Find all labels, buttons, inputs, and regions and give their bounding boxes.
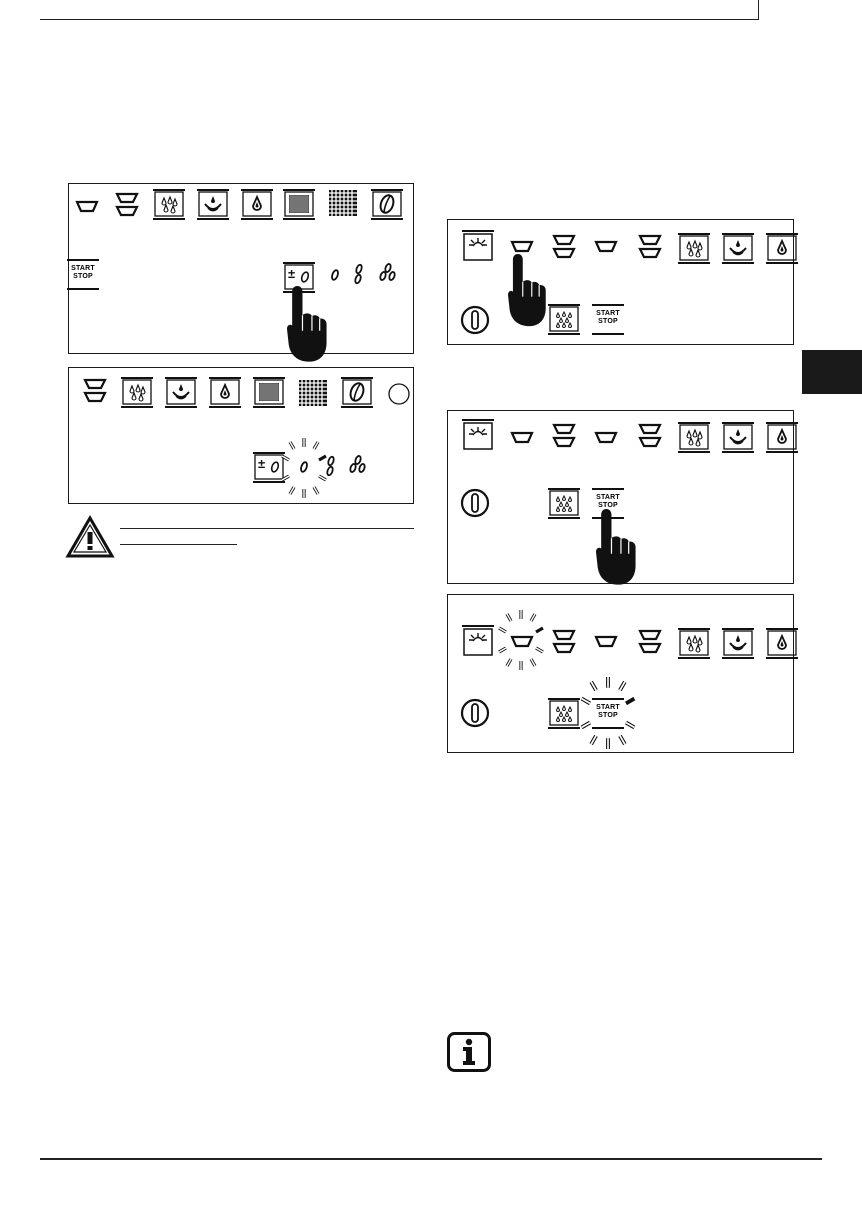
grid-coarse-key-icon (299, 380, 327, 406)
panel-mid-left-drawing (69, 368, 415, 505)
quantity-key-icon (253, 453, 285, 482)
drop-key-icon (766, 629, 798, 658)
panel-top-right (447, 219, 794, 345)
start-stop-key[interactable] (594, 494, 622, 510)
single-bean-icon (331, 269, 339, 280)
stop-label: STOP (598, 502, 618, 509)
panel-mid-left (68, 367, 414, 504)
small-cup-icon (512, 242, 532, 251)
small-cup-icon (512, 433, 532, 442)
drops-key-icon (678, 423, 710, 452)
light-key-icon (462, 420, 494, 449)
small-cup-icon (512, 637, 532, 646)
drops-key-icon (153, 190, 185, 219)
pointing-hand-icon (508, 254, 546, 326)
small-cup-icon (596, 242, 616, 251)
panel-top-left-drawing (69, 184, 415, 355)
panel-bottom-right (447, 594, 794, 753)
double-bean-icon (326, 456, 335, 476)
power-icon (462, 490, 488, 516)
small-cup-icon (596, 637, 616, 646)
stop-label: STOP (73, 273, 93, 280)
drop-key-icon (241, 190, 273, 219)
footer-rule (40, 1158, 822, 1160)
double-cup-icon (117, 194, 137, 215)
stop-label: STOP (598, 318, 618, 325)
light-key-icon (462, 626, 494, 655)
blink-rays (282, 438, 333, 498)
section-tab (802, 350, 862, 394)
pointing-hand-icon (596, 509, 636, 585)
bean-key-icon (341, 378, 373, 407)
double-cup-icon (554, 236, 574, 257)
rinse-key-icon (548, 699, 580, 728)
indicator-light (389, 384, 409, 404)
blink-rays (499, 610, 550, 670)
drop-key-icon (766, 234, 798, 263)
warning-triangle-icon (66, 515, 114, 559)
panel-top-right-drawing (448, 220, 795, 346)
start-stop-key[interactable] (594, 310, 622, 326)
panel-top-left (68, 183, 414, 354)
drops-key-icon (678, 629, 710, 658)
header-rule (40, 19, 758, 20)
stop-label: STOP (598, 712, 618, 719)
start-label: START (596, 704, 620, 711)
double-cup-icon (554, 631, 574, 652)
rinse-key-icon (548, 305, 580, 334)
triple-bean-icon (379, 263, 395, 281)
panel-mid-right (447, 410, 794, 584)
steam-key-icon (722, 234, 754, 263)
grid-fine-key-icon (283, 190, 315, 219)
small-cup-icon (596, 433, 616, 442)
start-stop-key[interactable] (69, 265, 97, 281)
drop-key-icon (209, 378, 241, 407)
double-bean-icon (354, 264, 363, 284)
start-label: START (596, 494, 620, 501)
grid-fine-key-icon (253, 378, 285, 407)
pointing-hand-icon (287, 286, 327, 362)
power-icon (462, 700, 488, 726)
steam-key-icon (197, 190, 229, 219)
double-cup-icon (640, 631, 660, 652)
start-label: START (71, 265, 95, 272)
double-cup-icon (640, 425, 660, 446)
rinse-key-icon (548, 489, 580, 518)
panel-bottom-right-drawing (448, 595, 795, 754)
triple-bean-icon (349, 455, 365, 473)
info-icon (447, 1032, 491, 1072)
double-cup-icon (640, 236, 660, 257)
steam-key-icon (165, 378, 197, 407)
double-cup-icon (85, 380, 105, 401)
power-icon (462, 307, 488, 333)
warning-rule-short (120, 544, 237, 545)
steam-key-icon (722, 629, 754, 658)
drop-key-icon (766, 423, 798, 452)
warning-rule (120, 528, 414, 529)
light-key-icon (462, 231, 494, 260)
start-stop-key[interactable] (594, 704, 622, 720)
drops-key-icon (678, 234, 710, 263)
double-cup-icon (554, 425, 574, 446)
header-rule-tick (758, 0, 759, 20)
grid-coarse-key-icon (329, 190, 357, 216)
single-bean-icon (300, 461, 308, 472)
small-cup-icon (77, 202, 97, 211)
drops-key-icon (121, 378, 153, 407)
steam-key-icon (722, 423, 754, 452)
start-label: START (596, 310, 620, 317)
bean-key-icon (371, 190, 403, 219)
